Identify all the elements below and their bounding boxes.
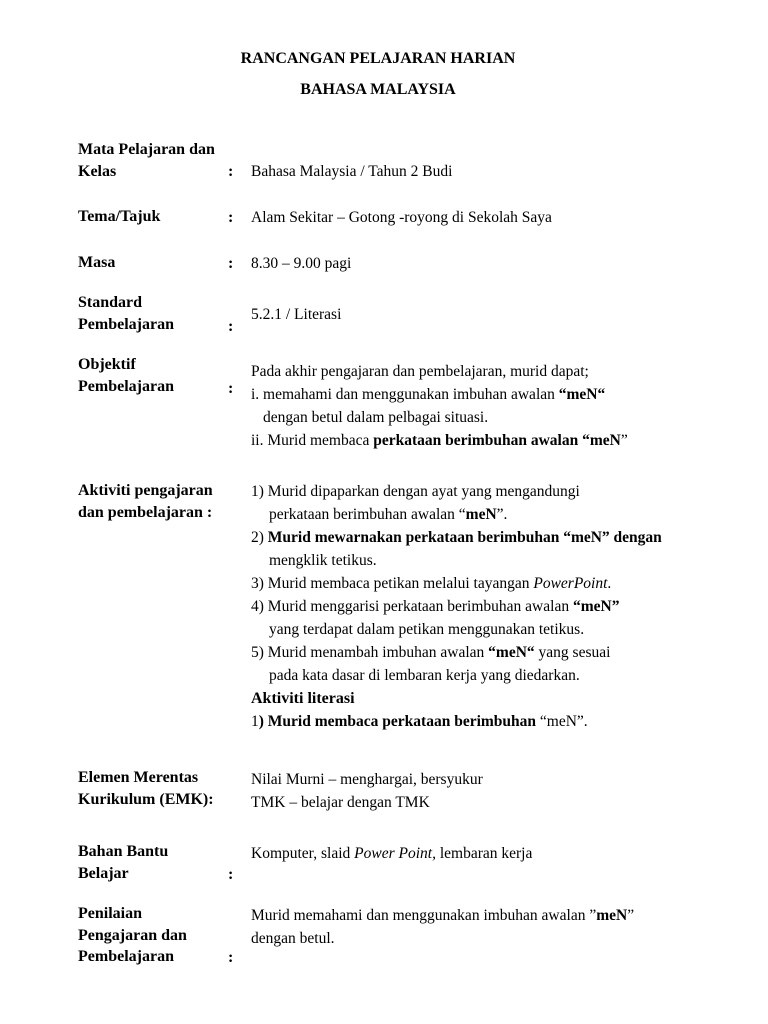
aktiviti-literasi-heading: Aktiviti literasi <box>251 690 355 707</box>
label-objektif-pembelajaran: Objektif Pembelajaran <box>78 356 174 395</box>
value-masa: 8.30 – 9.00 pagi <box>251 255 352 272</box>
value-penilaian: Murid memahami dan menggunakan imbuhan awalan ”meN” dengan betul. <box>251 907 635 947</box>
value-aktiviti: 1) Murid dipaparkan dengan ayat yang mengandungi perkataan berimbuhan awalan “meN”. 2) Murid mewarnakan perkataan berimbuhan “meN” dengan mengklik tetikus. 3) Murid membaca petikan melalui tayangan PowerPoint. 4) Murid menggarisi perkataan berimbuhan awalan “meN” yang terdapat dalam petikan menggunakan tetikus. 5) Murid menambah imbuhan awalan “meN“ yang sesuai pada kata dasar di lembaran kerja yang diedarkan. Aktiviti literasi 1) Murid membaca perkataan berimbuhan “meN”. <box>251 480 751 733</box>
label-aktiviti: Aktiviti pengajaran dan pembelajaran : <box>78 482 213 521</box>
label-bahan-bantu-belajar: Bahan Bantu Belajar <box>78 843 169 882</box>
label-standard-pembelajaran: Standard Pembelajaran <box>78 294 174 333</box>
document-title: RANCANGAN PELAJARAN HARIAN <box>240 50 516 67</box>
colon: : <box>228 866 234 883</box>
value-mata-pelajaran: Bahasa Malaysia / Tahun 2 Budi <box>251 163 453 180</box>
value-standard-pembelajaran: 5.2.1 / Literasi <box>251 306 342 323</box>
value-objektif-pembelajaran: Pada akhir pengajaran dan pembelajaran, murid dapat; i. memahami dan menggunakan imbuhan awalan “meN“ dengan betul dalam pelbagai situasi. ii. Murid membaca perkataan berimbuhan awalan “meN” <box>251 363 628 449</box>
colon: : <box>228 318 234 335</box>
label-masa: Masa <box>78 254 116 271</box>
colon: : <box>228 949 234 966</box>
label-mata-pelajaran: Mata Pelajaran dan Kelas <box>78 141 215 180</box>
colon: : <box>228 255 234 272</box>
colon: : <box>228 380 234 397</box>
document-subtitle: BAHASA MALAYSIA <box>300 81 456 98</box>
value-tema-tajuk: Alam Sekitar – Gotong -royong di Sekolah Saya <box>251 209 552 226</box>
colon: : <box>228 163 234 180</box>
value-emk: Nilai Murni – menghargai, bersyukur TMK – belajar dengan TMK <box>251 771 483 811</box>
value-bahan-bantu-belajar: Komputer, slaid Power Point, lembaran kerja <box>251 845 533 862</box>
label-penilaian: Penilaian Pengajaran dan Pembelajaran <box>78 905 187 965</box>
label-emk: Elemen Merentas Kurikulum (EMK): <box>78 769 214 808</box>
colon: : <box>228 209 234 226</box>
label-tema-tajuk: Tema/Tajuk <box>78 208 161 225</box>
